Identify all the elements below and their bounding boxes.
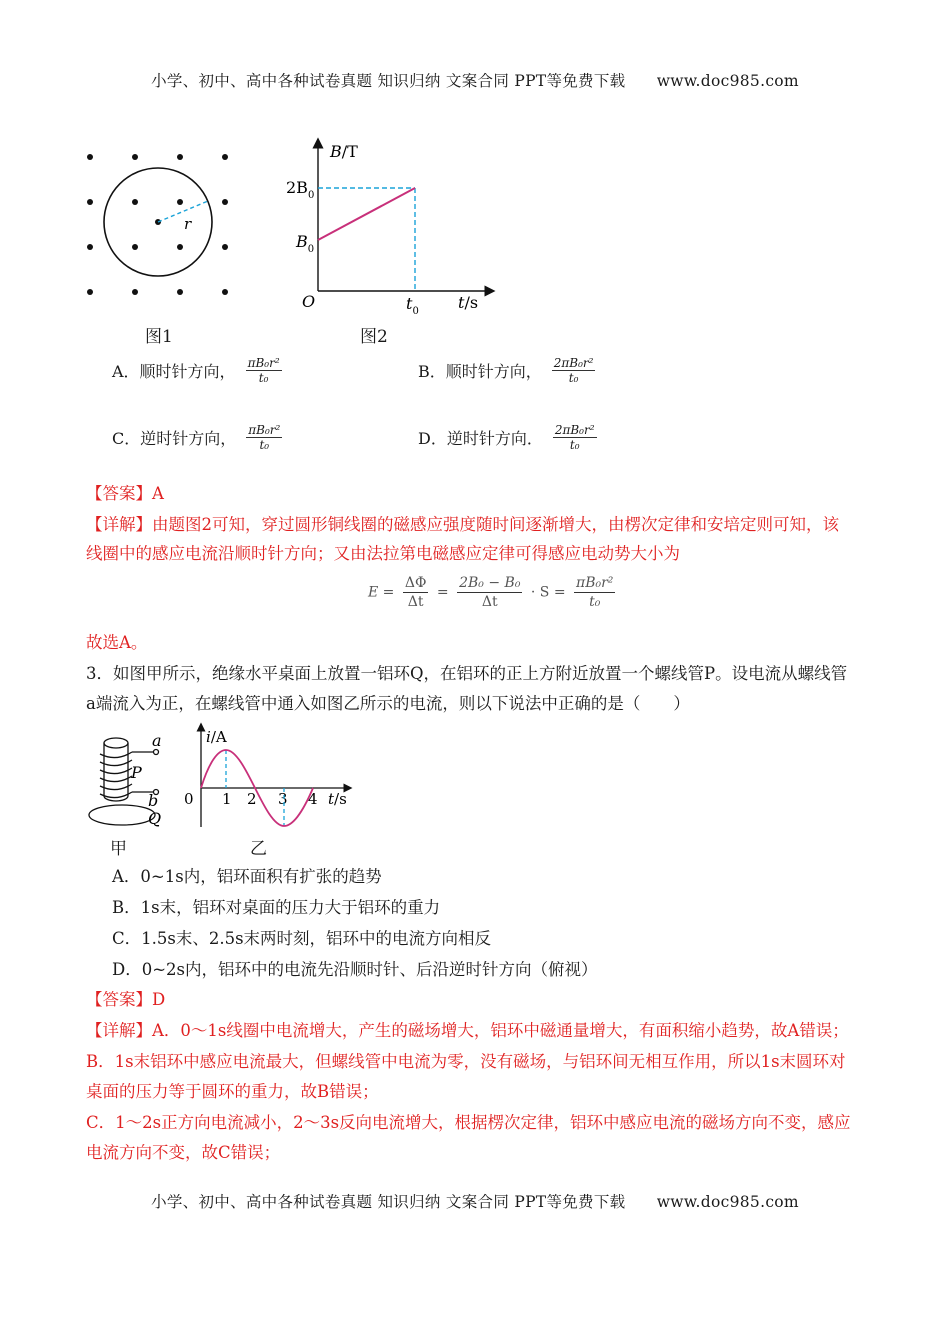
q2-conclusion: 故选A。	[86, 633, 148, 652]
q2-option-b: B．顺时针方向， $\frac{\text{2πB₀r²}}{\text{t₀}}$	[418, 356, 594, 385]
x-tick-t0: $t_0$	[406, 294, 419, 317]
footer-site: www.doc985.com	[656, 1193, 799, 1211]
svg-text:P: P	[131, 763, 142, 782]
q2-option-c: C．逆时针方向， $\frac{\text{πB₀r²}}{\text{t₀}}$	[112, 423, 281, 452]
q3-stem-line-1: 3．如图甲所示，绝缘水平桌面上放置一铝环Q，在铝环的正上方附近放置一个螺线管P。设电流从螺线管	[86, 664, 848, 683]
svg-text:i/A: i/A	[206, 728, 227, 746]
svg-text:b: b	[148, 791, 159, 810]
figure-2-caption: 图2	[360, 327, 388, 347]
svg-text:1: 1	[222, 790, 232, 808]
figure-jia-solenoid	[86, 732, 176, 832]
header-text: 小学、初中、高中各种试卷真题 知识归纳 文案合同 PPT等免费下载	[151, 72, 626, 90]
q3-explain-line-2: B．1s末铝环中感应电流最大，但螺线管中电流为零，没有磁场，与铝环间无相互作用，所以1s末圆环对	[86, 1052, 846, 1071]
radius-label: r	[184, 215, 192, 233]
y-axis-label: B/T	[330, 142, 358, 161]
figure-jia-caption: 甲	[110, 839, 127, 859]
q2-answer: 【答案】A	[86, 484, 164, 503]
b-t-line	[318, 188, 415, 240]
q3-answer: 【答案】D	[86, 990, 166, 1009]
radius-line	[158, 201, 208, 222]
q3-explain-line-1: 【详解】A．0～1s线圈中电流增大，产生的磁场增大，铝环中磁通量增大，有面积缩小趋势，故A错误；	[86, 1021, 849, 1040]
ring-q	[89, 805, 155, 825]
svg-text:0: 0	[184, 790, 194, 808]
figure-1-caption: 图1	[145, 327, 173, 347]
svg-text:2: 2	[247, 790, 257, 808]
svg-text:3: 3	[278, 790, 288, 808]
q2-formula: E = $\frac{\Delta\Phi}{\Delta t}$ = $\frac{\text{2B₀ − B₀}}{\Delta t}$ · S = $\frac{\text{πB₀r²}}{\text{t₀}}$	[368, 575, 614, 610]
svg-text:t/s: t/s	[328, 790, 347, 808]
q3-explain-line-3: 桌面的压力等于圆环的重力，故B错误；	[86, 1082, 379, 1101]
q3-option-d: D．0~2s内，铝环中的电流先沿顺时针、后沿逆时针方向（俯视）	[112, 960, 598, 979]
page-header	[0, 69, 950, 91]
svg-text:Q: Q	[148, 809, 162, 828]
q2-option-a: A．顺时针方向， $\frac{\text{πB₀r²}}{\text{t₀}}$	[112, 356, 280, 385]
x-axis-label: t/s	[458, 293, 479, 312]
q3-option-c: C．1.5s末、2.5s末两时刻，铝环中的电流方向相反	[112, 929, 492, 948]
q3-option-a: A．0~1s内，铝环面积有扩张的趋势	[112, 867, 382, 886]
y-tick-2b0: $2B_0$	[286, 178, 315, 201]
svg-text:a: a	[152, 732, 162, 750]
y-tick-b0: $B_0$	[296, 232, 315, 255]
header-site: www.doc985.com	[656, 72, 799, 90]
q2-explain-line-2: 线圈中的感应电流沿顺时针方向；又由法拉第电磁感应定律可得感应电动势大小为	[86, 544, 680, 563]
svg-text:4: 4	[308, 790, 318, 808]
page-footer	[0, 1190, 950, 1212]
q3-explain-line-5: 电流方向不变，故C错误；	[86, 1143, 281, 1162]
q2-option-d: D．逆时针方向． $\frac{\text{2πB₀r²}}{\text{t₀}}$	[418, 423, 595, 452]
origin-label: O	[302, 292, 316, 311]
q2-explain-line-1: 【详解】由题图2可知，穿过圆形铜线圈的磁感应强度随时间逐渐增大，由楞次定律和安培定则可知，该	[86, 515, 839, 534]
q3-option-b: B．1s末，铝环对桌面的压力大于铝环的重力	[112, 898, 441, 917]
q3-stem-line-2: a端流入为正，在螺线管中通入如图乙所示的电流，则以下说法中正确的是（ ）	[86, 694, 690, 713]
q3-explain-line-4: C．1～2s正方向电流减小，2～3s反向电流增大，根据楞次定律，铝环中感应电流的磁场方向不变，感应	[86, 1113, 851, 1132]
figure-1-circle-field	[80, 145, 240, 305]
figure-yi-caption: 乙	[250, 839, 267, 859]
footer-text: 小学、初中、高中各种试卷真题 知识归纳 文案合同 PPT等免费下载	[151, 1193, 626, 1211]
figure-2-b-t-graph	[280, 135, 500, 325]
figure-yi-i-t-graph	[180, 722, 355, 832]
